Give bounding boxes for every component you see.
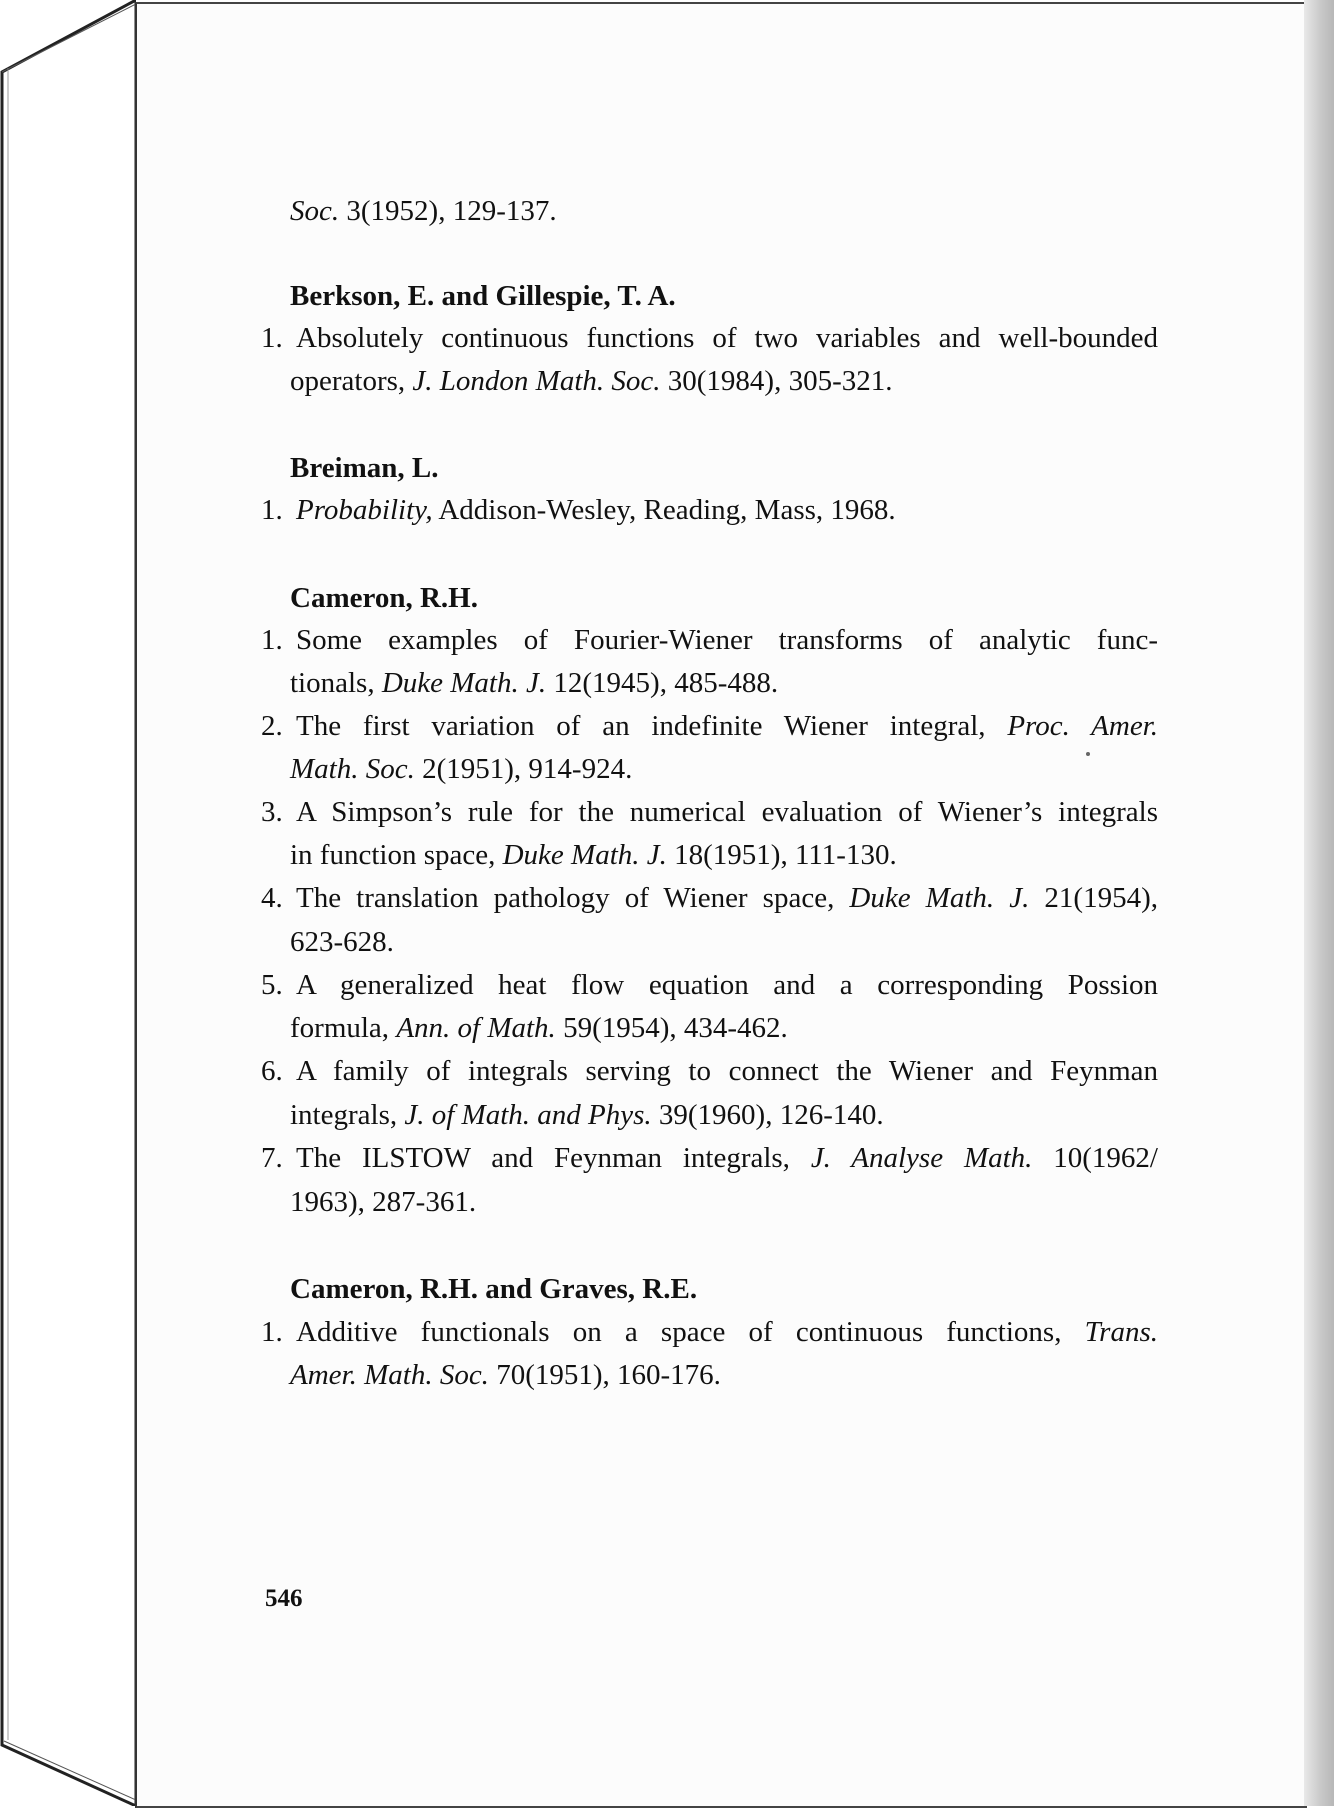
entry-text: The translation pathology of Wiener space, bbox=[296, 882, 850, 914]
entry-number: 6. bbox=[261, 1055, 283, 1087]
entry-text: Some examples of Fourier-Wiener transforms of analytic func- bbox=[296, 624, 1158, 656]
citation-details: 10(1962/ bbox=[1032, 1142, 1158, 1174]
journal-name: Amer. Math. Soc. bbox=[290, 1359, 489, 1391]
entry-number: 1. bbox=[261, 494, 283, 526]
entry-line bbox=[290, 751, 632, 787]
entry-text: 623-628. bbox=[290, 926, 394, 958]
book-title: Probability, bbox=[296, 494, 433, 526]
citation-details: 39(1960), 126-140. bbox=[651, 1099, 884, 1131]
citation-details: 30(1984), 305-321. bbox=[660, 365, 893, 397]
citation-details: 59(1954), 434-462. bbox=[555, 1012, 788, 1044]
journal-name: Duke Math. J. bbox=[502, 839, 667, 871]
citation-details: Addison-Wesley, Reading, Mass, 1968. bbox=[432, 494, 896, 526]
entry-text: A generalized heat flow equation and a corresponding Possion bbox=[296, 969, 1158, 1001]
author-heading: Cameron, R.H. bbox=[290, 582, 478, 614]
entry-text: The first variation of an indefinite Wiener integral, bbox=[296, 710, 1008, 742]
entry-line bbox=[296, 492, 896, 528]
entry-line bbox=[290, 1357, 721, 1393]
entry-number: 5. bbox=[261, 969, 283, 1001]
entry-number: 1. bbox=[261, 322, 283, 354]
entry-text: Absolutely continuous functions of two variables and well-bounded bbox=[296, 322, 1158, 354]
entry-text: integrals, bbox=[290, 1099, 405, 1131]
entry-text: formula, bbox=[290, 1012, 397, 1044]
journal-name: Soc. bbox=[290, 195, 340, 227]
entry-line bbox=[296, 1314, 1158, 1350]
entry-text: 1963), 287-361. bbox=[290, 1186, 477, 1218]
entry-line bbox=[296, 622, 1158, 658]
entry-line bbox=[290, 1010, 788, 1046]
entry-line bbox=[296, 794, 1158, 830]
page-edge-shadow bbox=[1304, 0, 1334, 1806]
entry-text: The ILSTOW and Feynman integrals, bbox=[296, 1142, 811, 1174]
page-number: 546 bbox=[265, 1585, 303, 1612]
entry-number: 7. bbox=[261, 1142, 283, 1174]
entry-text: A family of integrals serving to connect the Wiener and Feynman bbox=[296, 1055, 1158, 1087]
journal-name: Proc. Amer. bbox=[1007, 710, 1159, 742]
entry-text: operators, bbox=[290, 365, 413, 397]
journal-name: J. London Math. Soc. bbox=[412, 365, 661, 397]
entry-text: Additive functionals on a space of continuous functions, bbox=[296, 1316, 1085, 1348]
journal-name: Trans. bbox=[1084, 1316, 1158, 1348]
entry-line bbox=[296, 708, 1158, 744]
entry-number: 1. bbox=[261, 1316, 283, 1348]
citation-details: 12(1945), 485-488. bbox=[546, 667, 779, 699]
entry-number: 2. bbox=[261, 710, 283, 742]
author-heading: Berkson, E. and Gillespie, T. A. bbox=[290, 280, 676, 312]
entry-number: 4. bbox=[261, 882, 283, 914]
citation-details: 3(1952), 129-137. bbox=[339, 195, 557, 227]
journal-name: Ann. of Math. bbox=[396, 1012, 556, 1044]
entry-line bbox=[296, 1140, 1158, 1176]
journal-name: Math. Soc. bbox=[290, 753, 415, 785]
journal-name: J. of Math. and Phys. bbox=[404, 1099, 652, 1131]
entry-line bbox=[290, 1184, 476, 1220]
entry-line bbox=[290, 363, 892, 399]
citation-details: 18(1951), 111-130. bbox=[666, 839, 897, 871]
entry-line bbox=[290, 924, 394, 960]
journal-name: Duke Math. J. bbox=[849, 882, 1030, 914]
entry-line bbox=[296, 320, 1158, 356]
print-speck bbox=[1086, 752, 1090, 756]
journal-name: Duke Math. J. bbox=[381, 667, 547, 699]
citation-details: 70(1951), 160-176. bbox=[488, 1359, 721, 1391]
author-heading: Cameron, R.H. and Graves, R.E. bbox=[290, 1273, 698, 1305]
entry-number: 1. bbox=[261, 624, 283, 656]
entry-line bbox=[296, 1053, 1158, 1089]
entry-line bbox=[290, 837, 897, 873]
book-cover-edge bbox=[0, 0, 136, 1806]
citation-details: 21(1954), bbox=[1029, 882, 1158, 914]
entry-line bbox=[296, 880, 1158, 916]
entry-text: tionals, bbox=[290, 667, 382, 699]
entry-text: in function space, bbox=[290, 839, 503, 871]
continuation-line bbox=[290, 193, 557, 229]
entry-line bbox=[290, 1097, 884, 1133]
author-heading: Breiman, L. bbox=[290, 452, 439, 484]
entry-number: 3. bbox=[261, 796, 283, 828]
entry-text: A Simpson’s rule for the numerical evaluation of Wiener’s integrals bbox=[296, 796, 1158, 828]
citation-details: 2(1951), 914-924. bbox=[414, 753, 633, 785]
entry-line bbox=[296, 967, 1158, 1003]
journal-name: J. Analyse Math. bbox=[810, 1142, 1033, 1174]
entry-line bbox=[290, 665, 778, 701]
